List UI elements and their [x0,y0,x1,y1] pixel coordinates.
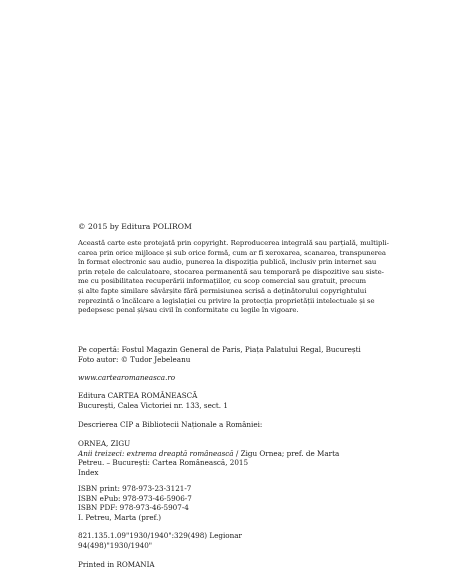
editor-block [78,513,383,523]
legal-line: și alte fapte similare săvârșite fără permisiunea scrisă a deținătorului copyrightului [78,286,367,295]
website-link[interactable]: www.cartearomaneasca.ro [78,373,176,382]
legal-line: pedepsesc penal și/sau civil în conformitate cu legile în vigoare. [78,306,299,315]
publisher-address: București, Calea Victoriei nr. 133, sect. 1 [78,400,228,410]
cip-imprint: Petreu. – București: Cartea Românească, 2015 [78,458,249,468]
isbn-pdf: ISBN PDF: 978-973-46-5907-4 [78,503,189,513]
author-photo-credit: Foto autor: © Tudor Jebeleanu [78,354,191,364]
cip-record [78,439,383,477]
legal-line: me cu posibilitatea recuperării informațiilor, cu scop comercial sau gratuit, precum [78,277,366,286]
legal-line: prin rețele de calculatoare, stocarea permanentă sau temporară pe dispozitive sau siste- [78,267,384,276]
isbn-block [78,484,383,513]
legal-line: reprezintă o încălcare a legislației cu privire la protecția proprietății intelectuale și se [78,296,375,305]
cip-author: ORNEA, ZIGU [78,439,131,448]
publisher-name: Editura CARTEA ROMÂNEASCĂ [78,391,198,400]
cip-title: Anii treizeci: extrema dreaptă românească [78,448,234,458]
cover-photo-credit: Pe copertă: Fostul Magazin General de Paris, Piața Palatului Regal, București [78,345,361,354]
cip-index: Index [78,467,99,477]
legal-line: în format electronic sau audio, punerea la dispoziția publică, inclusiv prin internet sau [78,258,377,267]
editor-line: I. Petreu, Marta (pref.) [78,513,162,522]
isbn-epub: ISBN ePub: 978-973-46-5906-7 [78,493,192,503]
copyright-line: © 2015 by Editura POLIROM [78,222,192,231]
isbn-print: ISBN print: 978-973-23-3121-7 [78,484,192,493]
legal-notice [78,239,389,316]
cip-header-block [78,420,383,430]
udc-line: 94(498)"1930/1940" [78,540,153,550]
publisher-block [78,391,383,410]
legal-line: Această carte este protejată prin copyright. Reproducerea integrală sau parțială, multipli- [78,239,389,247]
cip-title-rest: / Zigu Ornea; pref. de Marta [233,448,340,458]
website-block [78,373,383,383]
legal-line: carea prin orice mijloace și sub orice formă, cum ar fi xeroxarea, scanarea, transpunerea [78,248,386,257]
cip-title-line [78,449,383,459]
printed-block [78,560,383,570]
cip-header: Descrierea CIP a Bibliotecii Naționale a României: [78,420,263,429]
copyright-notice [78,222,383,232]
udc-line: 821.135.1.09"1930/1940":329(498) Legionar [78,531,242,540]
udc-block [78,531,383,550]
cover-credits [78,345,383,364]
printed-in: Printed in ROMANIA [78,560,155,569]
